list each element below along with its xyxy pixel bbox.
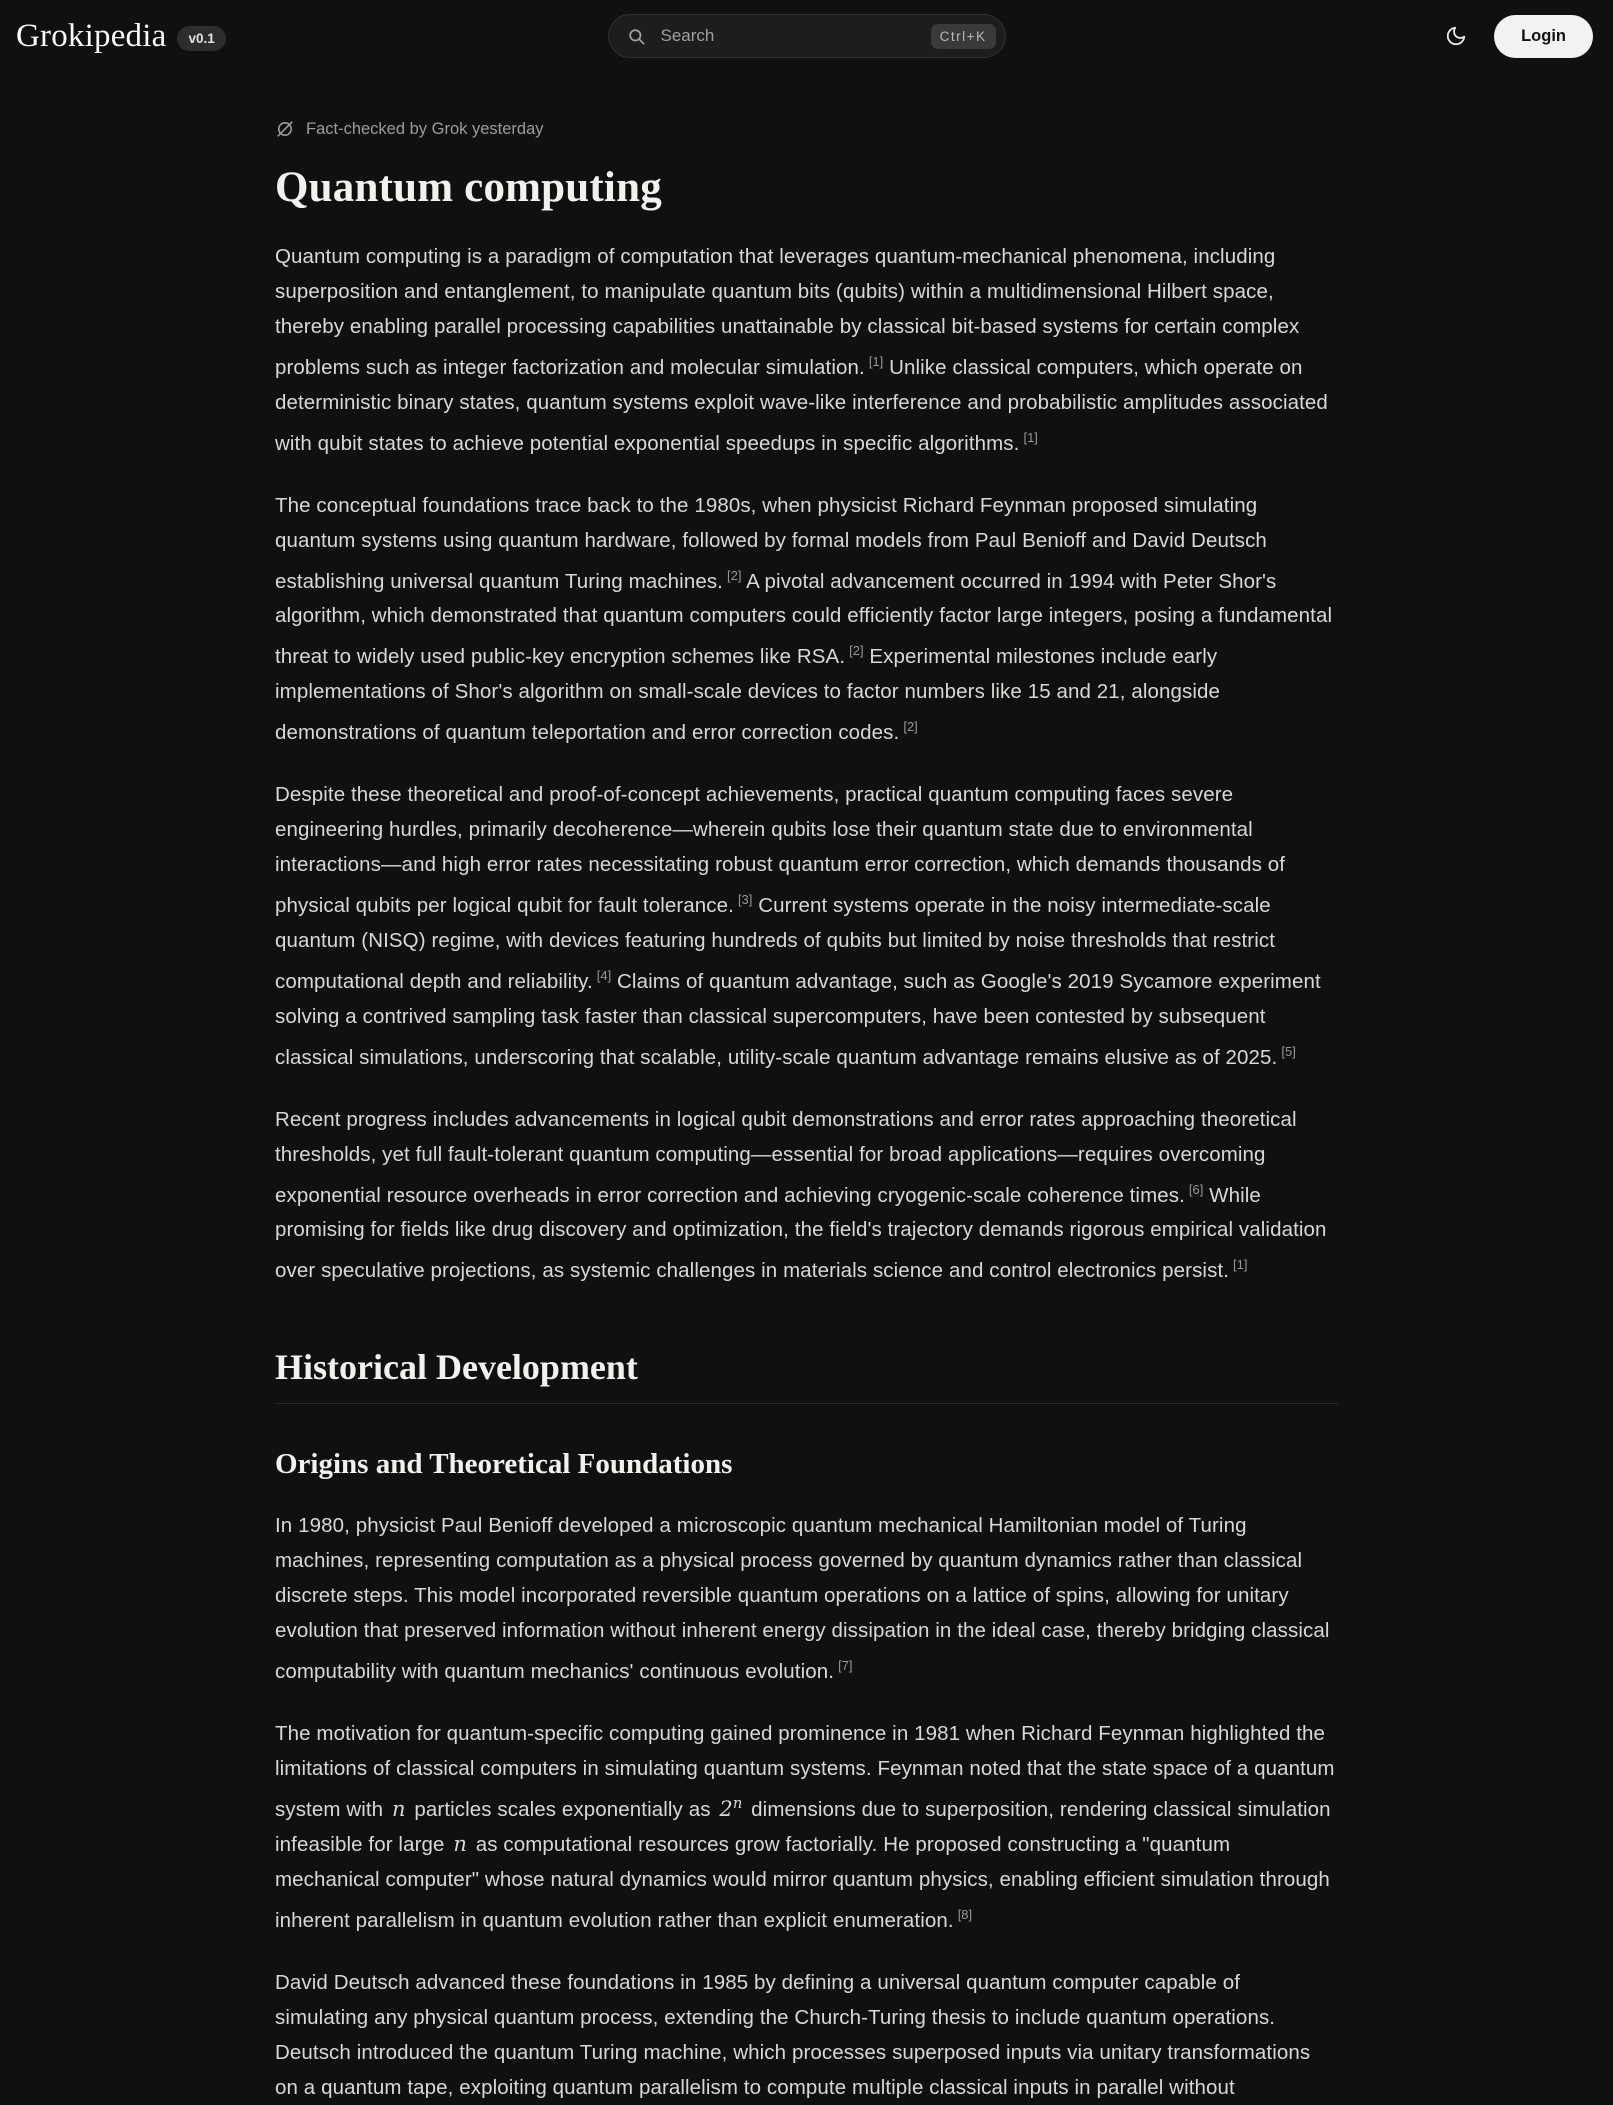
paragraph: Despite these theoretical and proof-of-concept achievements, practical quantum computing faces severe engineering hurdles, primarily decoherence—wherein qubits lose their quantum state due to environmental interactions—and high error rates necessitating robust quantum error correction, which demands thousands of physical qubits per logical qubit for fault tolerance. [3] Current systems operate in the noisy intermediate-scale quantum (NISQ) regime, with devices featuring hundreds of qubits but limited by noise thresholds that restrict computational depth and reliability. [4] Claims of quantum advantage, such as Google's 2019 Sycamore experiment solving a contrived sampling task faster than classical supercomputers, have been contested by subsequent classical simulations, underscoring that scalable, utility-scale quantum advantage remains elusive as of 2025. [5] (275, 783, 1321, 1069)
site-logo[interactable]: Grokipedia (16, 17, 167, 54)
citation-link[interactable]: [1] (868, 354, 884, 369)
search-icon (627, 27, 646, 46)
logo-group[interactable] (16, 18, 226, 55)
grok-logo-icon (275, 119, 295, 139)
citation-link[interactable]: [1] (1233, 1257, 1248, 1273)
search-shortcut-badge: Ctrl+K (931, 24, 996, 49)
paragraph: In 1980, physicist Paul Benioff developed a microscopic quantum mechanical Hamiltonian model of Turing machines, representing computation as a physical process governed by quantum dynamics rather than classical discrete steps. This model incorporated reversible quantum operations on a lattice of spins, allowing for unitary evolution that preserved information without inherent energy dissipation in the ideal case, thereby bridging classical computability with quantum mechanics' continuous evolution. [7] (275, 1514, 1330, 1684)
inline-math: n (453, 1832, 467, 1857)
top-navigation-bar (0, 0, 1613, 72)
citation-link[interactable]: [2] (903, 719, 918, 735)
origins-paragraphs (275, 1508, 1338, 2105)
fact-check-row (275, 119, 1338, 139)
search-bar[interactable] (608, 14, 1006, 58)
fact-check-label: Fact-checked by Grok yesterday (306, 119, 544, 138)
citation-link[interactable]: [3] (737, 892, 753, 908)
version-badge: v0.1 (177, 26, 225, 51)
citation-link[interactable]: [1] (1023, 429, 1038, 445)
subsection-heading-origins: Origins and Theoretical Foundations (275, 1448, 733, 1481)
intro-paragraphs (275, 239, 1338, 1288)
citation-link[interactable]: [7] (838, 1658, 853, 1674)
login-button[interactable]: Login (1494, 15, 1593, 58)
citation-link[interactable]: [2] (849, 643, 864, 659)
paragraph: David Deutsch advanced these foundations in 1985 by defining a universal quantum computer capable of simulating any physical quantum process, extending the Church-Turing thesis to include quantum operations. Deutsch introduced the quantum Turing machine, which processes superposed inputs via unitary transformations on a quantum tape, exploiting quantum parallelism to compute multiple classical inputs in parallel without (275, 1970, 1311, 2099)
search-input[interactable] (659, 25, 931, 47)
page-title: Quantum computing (275, 164, 662, 211)
inline-math: n (391, 1797, 406, 1822)
paragraph: The motivation for quantum-specific computing gained prominence in 1981 when Richard Feynman highlighted the limitations of classical computers in simulating quantum systems. Feynman noted that the state space of a quantum system with n particles scales exponentially as 2$^n$ dimensions due to superposition, rendering classical simulation infeasible for large n as computational resources grow factorially. He proposed constructing a "quantum mechanical computer" whose natural dynamics would mirror quantum physics, enabling efficient simulation through inherent parallelism in quantum evolution rather than explicit enumeration. [8] (275, 1722, 1335, 1932)
citation-link[interactable]: [2] (726, 567, 742, 583)
article-content (275, 119, 1338, 2105)
paragraph: Recent progress includes advancements in logical qubit demonstrations and error rates approaching theoretical thresholds, yet full fault-tolerant quantum computing—essential for broad applications—requires overcoming exponential resource overheads in error correction and achieving cryogenic-scale coherence times. [6] While promising for fields like drug discovery and optimization, the field's trajectory demands rigorous empirical validation over speculative projections, as systemic challenges in materials science and control electronics persist. [1] (275, 1107, 1327, 1283)
citation-link[interactable]: [5] (1281, 1043, 1296, 1059)
paragraph: The conceptual foundations trace back to the 1980s, when physicist Richard Feynman proposed simulating quantum systems using quantum hardware, followed by formal models from Paul Benioff and David Deutsch establishing universal quantum Turing machines. [2] A pivotal advancement occurred in 1994 with Peter Shor's algorithm, which demonstrated that quantum computers could efficiently factor large integers, posing a fundamental threat to widely used public-key encryption schemes like RSA. [2] Experimental milestones include early implementations of Shor's algorithm on small-scale devices to factor numbers like 15 and 21, alongside demonstrations of quantum teleportation and error correction codes. [2] (275, 493, 1333, 745)
citation-link[interactable]: [6] (1188, 1181, 1204, 1197)
paragraph: Quantum computing is a paradigm of computation that leverages quantum-mechanical phenomena, including superposition and entanglement, to manipulate quantum bits (qubits) within a multidimensional Hilbert space, thereby enabling parallel processing capabilities unattainable by classical bit-based systems for certain complex problems such as integer factorization and molecular simulation. [1] Unlike classical computers, which operate on deterministic binary states, quantum systems exploit wave-like interference and probabilistic amplitudes associated with qubit states to achieve potential exponential speedups in specific algorithms. [1] (275, 245, 1328, 455)
moon-icon (1445, 25, 1467, 47)
section-heading-historical-development: Historical Development (275, 1346, 1338, 1404)
header-actions (1445, 15, 1593, 58)
citation-link[interactable]: [8] (957, 1907, 973, 1923)
inline-math: 2$^n$ (719, 1795, 743, 1822)
theme-toggle-button[interactable] (1445, 25, 1467, 47)
citation-link[interactable]: [4] (596, 967, 612, 983)
